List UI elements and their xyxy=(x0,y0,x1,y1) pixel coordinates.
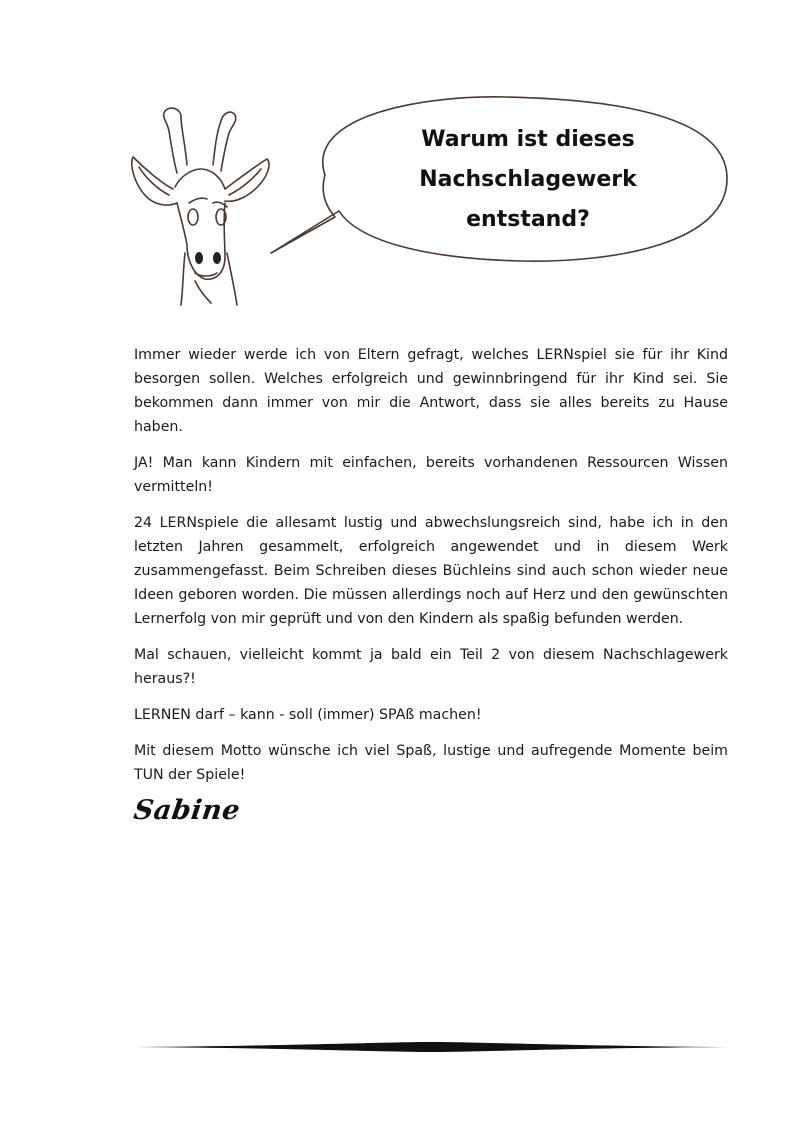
paragraph-motto: LERNEN darf – kann - soll (immer) SPAß machen! xyxy=(134,707,482,723)
signature: Sabine xyxy=(131,795,243,826)
paragraph-lernspiele: 24 LERNspiele die allesamt lustig und abwechslungsreich sind, habe ich in den letzten Jahren gesammelt, erfolgreich angewendet und in diesem Werk zusammengefasst. Beim Schreiben dieses Büchleins sind auch schon wieder neue Ideen geboren worden. Die müssen allerdings noch auf Herz und den gewünschten Lernerfolg von mir geprüft und von den Kindern als spaßig befunden werden. xyxy=(134,515,728,627)
bubble-line-3: entstand? xyxy=(466,207,590,232)
speech-bubble-text xyxy=(318,120,738,240)
paragraph-ja: JA! Man kann Kindern mit einfachen, bereits vorhandenen Ressourcen Wissen vermitteln! xyxy=(134,455,728,495)
bubble-line-1: Warum ist dieses xyxy=(421,127,635,152)
paragraph-intro: Immer wieder werde ich von Eltern gefragt, welches LERNspiel sie für ihr Kind besorgen sollen. Welches erfolgreich und gewinnbringend für ihr Kind sei. Sie bekommen dann immer von mir die Antwort, dass sie alles bereits zu Hause haben. xyxy=(134,347,728,435)
giraffe-icon xyxy=(125,103,275,308)
footer-divider xyxy=(134,1040,728,1054)
paragraph-teil-2: Mal schauen, vielleicht kommt ja bald ein Teil 2 von diesem Nachschlagewerk heraus?! xyxy=(134,647,728,687)
paragraph-wishes: Mit diesem Motto wünsche ich viel Spaß, lustige und aufregende Momente beim TUN der Spiele! xyxy=(134,743,728,783)
bubble-line-2: Nachschlagewerk xyxy=(419,167,637,192)
body-text xyxy=(134,343,728,799)
